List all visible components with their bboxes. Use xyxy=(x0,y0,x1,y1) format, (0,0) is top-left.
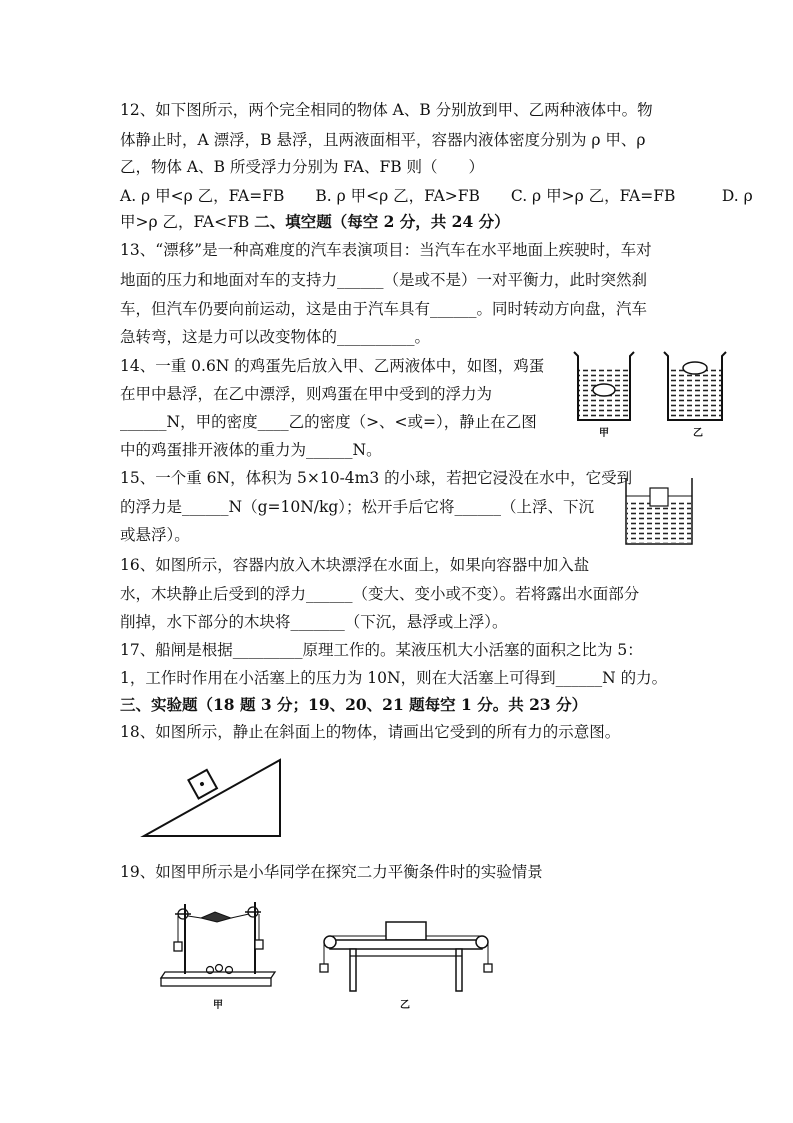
section3-heading: 三、实验题（18 题 3 分；19、20、21 题每空 1 分。共 23 分） xyxy=(120,695,588,714)
block-on-incline xyxy=(188,770,217,799)
q14-line2: 在甲中悬浮，在乙中漂浮，则鸡蛋在甲中受到的浮力为 xyxy=(120,385,493,403)
q17-line2: 1，工作时作用在小活塞上的压力为 10N，则在大活塞上可得到______N 的力。 xyxy=(120,669,668,687)
incline xyxy=(144,760,280,836)
table-top xyxy=(330,940,482,949)
egg-suspended xyxy=(593,384,615,396)
pulley-left xyxy=(324,936,336,948)
q13-line1: 13、“漂移”是一种高难度的汽车表演项目：当汽车在水平地面上疾驶时，车对 xyxy=(120,241,652,259)
q17-line1: 17、船闸是根据_________原理工作的。某液压机大小活塞的面积之比为 5： xyxy=(120,641,643,659)
pulley-right xyxy=(476,936,488,948)
section2-heading: 二、填空题（每空 2 分，共 24 分） xyxy=(254,212,510,231)
q14-line3: ______N，甲的密度____乙的密度（>、<或=），静止在乙图 xyxy=(120,413,537,431)
q12-line5 xyxy=(120,212,510,232)
incline-figure xyxy=(140,754,285,840)
fig-label-yi: 乙 xyxy=(693,428,703,439)
fig-label-jia: 甲 xyxy=(599,428,609,439)
q12-line2: 体静止时，A 漂浮，B 悬浮，且两液面相平，容器内液体密度分别为 ρ 甲、ρ xyxy=(120,131,646,149)
q14-line1: 14、一重 0.6N 的鸡蛋先后放入甲、乙两液体中，如图，鸡蛋 xyxy=(120,357,545,375)
q12-option-d-rest: 甲>ρ 乙，FA<FB xyxy=(120,213,250,231)
weight-left xyxy=(174,942,182,951)
card xyxy=(201,912,231,922)
q16-line2: 水，木块静止后受到的浮力______（变大、变小或不变）。若将露出水面部分 xyxy=(120,585,640,603)
weight-left xyxy=(320,964,328,972)
q13-line3: 车，但汽车仍要向前运动，这是由于汽车具有______。同时转动方向盘，汽车 xyxy=(120,300,648,318)
two-force-balance-card-figure xyxy=(155,892,277,996)
egg-floating xyxy=(683,362,707,374)
q15-line1: 15、一个重 6N，体积为 5×10-4m3 的小球，若把它浸没在水中，它受到 xyxy=(120,469,633,487)
q12-line3: 乙，物体 A、B 所受浮力分别为 FA、FB 则（ ） xyxy=(120,158,485,176)
beaker-yi xyxy=(664,352,726,420)
block-on-table xyxy=(386,922,426,940)
q15-line3: 或悬浮）。 xyxy=(120,526,190,544)
beaker-jia xyxy=(574,352,634,420)
q13-line4: 急转弯，这是力可以改变物体的__________。 xyxy=(120,328,431,346)
fig19-label-jia: 甲 xyxy=(213,1000,223,1011)
weight-right xyxy=(484,964,492,972)
two-force-balance-table-figure xyxy=(316,920,496,998)
q15-line2: 的浮力是______N（g=10N/kg）；松开手后它将______（上浮、下沉 xyxy=(120,498,595,516)
wood-block-container-figure xyxy=(622,476,698,548)
weight-right xyxy=(255,940,263,949)
q14-line4: 中的鸡蛋排开液体的重力为______N。 xyxy=(120,441,382,459)
fig19-label-yi: 乙 xyxy=(400,1000,410,1011)
egg-beakers-figure xyxy=(566,348,746,440)
q16-line3: 削掉，水下部分的木块将_______（下沉，悬浮或上浮）。 xyxy=(120,613,508,631)
q13-line2: 地面的压力和地面对车的支持力______（是或不是）一对平衡力，此时突然刹 xyxy=(120,271,648,289)
q18-line1: 18、如图所示，静止在斜面上的物体，请画出它受到的所有力的示意图。 xyxy=(120,723,621,741)
q19-line1: 19、如图甲所示是小华同学在探究二力平衡条件时的实验情景 xyxy=(120,863,543,881)
wood-block xyxy=(650,488,668,506)
q12-options: A. ρ 甲<ρ 乙，FA=FB B. ρ 甲<ρ 乙，FA>FB C. ρ 甲>ρ 乙，FA=FB D. ρ xyxy=(120,187,753,205)
q12-line1: 12、如下图所示，两个完全相同的物体 A、B 分别放到甲、乙两种液体中。物 xyxy=(120,101,653,119)
q16-line1: 16、如图所示，容器内放入木块漂浮在水面上，如果向容器中加入盐 xyxy=(120,556,590,574)
